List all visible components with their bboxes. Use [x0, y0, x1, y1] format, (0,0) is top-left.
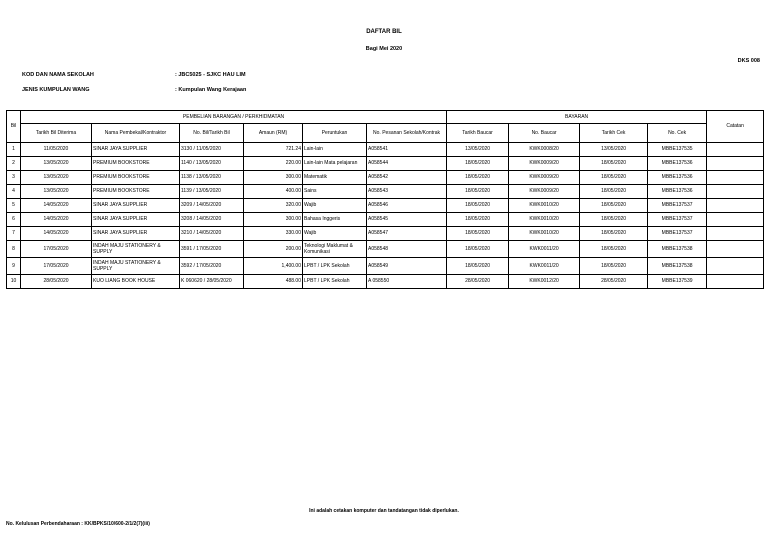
- col-header: Tarikh Bil Diterima: [21, 124, 92, 143]
- cell-cheque-number: MBBE137537: [648, 227, 707, 241]
- cell-bil: 9: [7, 258, 21, 275]
- col-header-catatan: Catatan: [707, 111, 764, 143]
- cell-voucher-date: 18/05/2020: [447, 171, 509, 185]
- cell-order-number: A058541: [367, 143, 447, 157]
- cell-voucher-number: KWK0009/20: [509, 185, 580, 199]
- cell-voucher-number: KWK0010/20: [509, 227, 580, 241]
- col-header: Amaun (RM): [244, 124, 303, 143]
- cell-cheque-date: 18/05/2020: [580, 213, 648, 227]
- cell-bil: 2: [7, 157, 21, 171]
- cell-cheque-date: 18/05/2020: [580, 157, 648, 171]
- cell-voucher-date: 28/05/2020: [447, 275, 509, 289]
- cell-amount: 488.00: [244, 275, 303, 289]
- cell-bill-number: 1138 / 13/05/2020: [180, 171, 244, 185]
- fund-label: JENIS KUMPULAN WANG: [22, 87, 90, 93]
- cell-cheque-date: 13/05/2020: [580, 143, 648, 157]
- fund-value: : Kumpulan Wang Kerajaan: [175, 87, 247, 93]
- cell-amount: 330.00: [244, 227, 303, 241]
- cell-allocation: Wajib: [303, 199, 367, 213]
- cell-cheque-number: MBBE137538: [648, 241, 707, 258]
- cell-voucher-date: 18/05/2020: [447, 227, 509, 241]
- school-value: : JBC5025 - SJKC HAU LIM: [175, 72, 246, 78]
- col-header: No. Cek: [648, 124, 707, 143]
- cell-bil: 10: [7, 275, 21, 289]
- cell-bill-received-date: 11/05/2020: [21, 143, 92, 157]
- cell-bill-received-date: 13/05/2020: [21, 157, 92, 171]
- cell-voucher-number: KWK0009/20: [509, 171, 580, 185]
- cell-bill-number: 1139 / 13/05/2020: [180, 185, 244, 199]
- cell-voucher-number: KWK0010/20: [509, 213, 580, 227]
- col-header: No. Pesanan Sekolah/Kontrak: [367, 124, 447, 143]
- cell-cheque-date: 18/05/2020: [580, 199, 648, 213]
- page-subtitle: Bagi Mei 2020: [365, 46, 403, 52]
- cell-bill-number: 3591 / 17/05/2020: [180, 241, 244, 258]
- cell-voucher-date: 18/05/2020: [447, 185, 509, 199]
- cell-amount: 320.00: [244, 199, 303, 213]
- cell-cheque-number: MBBE137535: [648, 143, 707, 157]
- cell-order-number: A058549: [367, 258, 447, 275]
- cell-bil: 5: [7, 199, 21, 213]
- table-row: [7, 157, 764, 171]
- cell-allocation: Teknologi Maklumat & Komunikasi: [303, 241, 367, 258]
- cell-cheque-date: 18/05/2020: [580, 185, 648, 199]
- cell-allocation: Wajib: [303, 227, 367, 241]
- cell-order-number: A058548: [367, 241, 447, 258]
- table-row: [7, 227, 764, 241]
- cell-supplier-name: SINAR JAYA SUPPLIER: [92, 213, 180, 227]
- table-row: [7, 275, 764, 289]
- cell-supplier-name: SINAR JAYA SUPPLIER: [92, 227, 180, 241]
- cell-remarks: [707, 275, 764, 289]
- col-header: No. Baucar: [509, 124, 580, 143]
- cell-bill-number: 3210 / 14/05/2020: [180, 227, 244, 241]
- cell-supplier-name: PREMIUM BOOKSTORE: [92, 185, 180, 199]
- cell-remarks: [707, 185, 764, 199]
- col-header: No. Bil/Tarikh Bil: [180, 124, 244, 143]
- cell-allocation: Lain-lain: [303, 143, 367, 157]
- cell-voucher-date: 13/05/2020: [447, 143, 509, 157]
- cell-allocation: LPBT / LPK Sekolah: [303, 275, 367, 289]
- cell-supplier-name: KUO LIANG BOOK HOUSE: [92, 275, 180, 289]
- cell-amount: 721.24: [244, 143, 303, 157]
- cell-voucher-number: KWK0012/20: [509, 275, 580, 289]
- cell-order-number: A 058550: [367, 275, 447, 289]
- cell-allocation: Sains: [303, 185, 367, 199]
- table-row: [7, 143, 764, 157]
- cell-order-number: A058546: [367, 199, 447, 213]
- treasury-approval: No. Kelulusan Perbendaharaan : KK/BPKS/10/600-2/1/2(7)(iii): [6, 521, 150, 527]
- cell-voucher-date: 18/05/2020: [447, 241, 509, 258]
- page-title: DAFTAR BIL: [366, 29, 402, 35]
- cell-supplier-name: PREMIUM BOOKSTORE: [92, 171, 180, 185]
- cell-supplier-name: SINAR JAYA SUPPLIER: [92, 199, 180, 213]
- table-row: [7, 199, 764, 213]
- cell-voucher-number: KWK0008/20: [509, 143, 580, 157]
- cell-supplier-name: INDAH MAJU STATIONERY & SUPPLY: [92, 241, 180, 258]
- cell-order-number: A058545: [367, 213, 447, 227]
- cell-amount: 200.00: [244, 241, 303, 258]
- table-row: [7, 213, 764, 227]
- cell-cheque-date: 18/05/2020: [580, 258, 648, 275]
- cell-remarks: [707, 213, 764, 227]
- cell-remarks: [707, 143, 764, 157]
- cell-bil: 6: [7, 213, 21, 227]
- cell-allocation: Matematik: [303, 171, 367, 185]
- cell-cheque-number: MBBE137538: [648, 258, 707, 275]
- cell-bill-received-date: 14/05/2020: [21, 227, 92, 241]
- cell-voucher-date: 18/05/2020: [447, 157, 509, 171]
- col-header: Tarikh Baucar: [447, 124, 509, 143]
- school-label: KOD DAN NAMA SEKOLAH: [22, 72, 94, 78]
- cell-supplier-name: PREMIUM BOOKSTORE: [92, 157, 180, 171]
- cell-amount: 400.00: [244, 185, 303, 199]
- cell-bill-number: K 060620 / 28/05/2020: [180, 275, 244, 289]
- cell-bill-number: 3209 / 14/05/2020: [180, 199, 244, 213]
- cell-voucher-number: KWK0009/20: [509, 157, 580, 171]
- cell-bill-received-date: 17/05/2020: [21, 241, 92, 258]
- cell-remarks: [707, 258, 764, 275]
- cell-amount: 300.00: [244, 171, 303, 185]
- cell-bill-received-date: 13/05/2020: [21, 171, 92, 185]
- cell-bill-received-date: 17/05/2020: [21, 258, 92, 275]
- cell-cheque-date: 18/05/2020: [580, 241, 648, 258]
- computer-print-note: Ini adalah cetakan komputer dan tandatangan tidak diperlukan.: [309, 508, 459, 514]
- cell-cheque-number: MBBE137536: [648, 157, 707, 171]
- cell-bil: 8: [7, 241, 21, 258]
- cell-bill-number: 1140 / 13/05/2020: [180, 157, 244, 171]
- cell-order-number: A058542: [367, 171, 447, 185]
- cell-bill-received-date: 14/05/2020: [21, 199, 92, 213]
- group-header-purchase: PEMBELIAN BARANGAN / PERKHIDMATAN: [21, 111, 447, 124]
- cell-bil: 7: [7, 227, 21, 241]
- col-header-bil: Bil: [7, 111, 21, 143]
- cell-cheque-number: MBBE137537: [648, 199, 707, 213]
- table-row: [7, 171, 764, 185]
- cell-cheque-date: 28/05/2020: [580, 275, 648, 289]
- cell-voucher-number: KWK0011/20: [509, 258, 580, 275]
- cell-cheque-number: MBBE137536: [648, 171, 707, 185]
- cell-voucher-number: KWK0010/20: [509, 199, 580, 213]
- cell-voucher-date: 18/05/2020: [447, 258, 509, 275]
- cell-order-number: A058544: [367, 157, 447, 171]
- cell-bill-received-date: 28/05/2020: [21, 275, 92, 289]
- cell-allocation: LPBT / LPK Sekolah: [303, 258, 367, 275]
- cell-amount: 220.00: [244, 157, 303, 171]
- bill-table: [6, 110, 764, 289]
- cell-amount: 1,400.00: [244, 258, 303, 275]
- table-row: [7, 258, 764, 275]
- cell-allocation: Lain-lain Mata pelajaran: [303, 157, 367, 171]
- cell-bill-received-date: 13/05/2020: [21, 185, 92, 199]
- cell-remarks: [707, 227, 764, 241]
- cell-supplier-name: INDAH MAJU STATIONERY & SUPPLY: [92, 258, 180, 275]
- cell-order-number: A058543: [367, 185, 447, 199]
- cell-voucher-date: 18/05/2020: [447, 213, 509, 227]
- cell-remarks: [707, 157, 764, 171]
- cell-allocation: Bahasa Inggeris: [303, 213, 367, 227]
- table-row: [7, 241, 764, 258]
- cell-bill-number: 3208 / 14/05/2020: [180, 213, 244, 227]
- cell-cheque-number: MBBE137536: [648, 185, 707, 199]
- col-header: Tarikh Cek: [580, 124, 648, 143]
- cell-voucher-number: KWK0011/20: [509, 241, 580, 258]
- cell-cheque-number: MBBE137537: [648, 213, 707, 227]
- col-header: Nama Pembekal/Kontraktor: [92, 124, 180, 143]
- cell-cheque-date: 18/05/2020: [580, 227, 648, 241]
- cell-remarks: [707, 241, 764, 258]
- cell-remarks: [707, 171, 764, 185]
- form-code: DKS 008: [737, 58, 760, 64]
- table-row: [7, 185, 764, 199]
- cell-bil: 3: [7, 171, 21, 185]
- cell-bil: 4: [7, 185, 21, 199]
- cell-voucher-date: 18/05/2020: [447, 199, 509, 213]
- cell-amount: 300.00: [244, 213, 303, 227]
- group-header-payment: BAYARAN: [447, 111, 707, 124]
- cell-cheque-number: MBBE137539: [648, 275, 707, 289]
- cell-cheque-date: 18/05/2020: [580, 171, 648, 185]
- cell-supplier-name: SINAR JAYA SUPPLIER: [92, 143, 180, 157]
- cell-remarks: [707, 199, 764, 213]
- cell-bill-number: 3592 / 17/05/2020: [180, 258, 244, 275]
- cell-bill-number: 3130 / 11/05/2020: [180, 143, 244, 157]
- cell-order-number: A058547: [367, 227, 447, 241]
- col-header: Peruntukan: [303, 124, 367, 143]
- cell-bil: 1: [7, 143, 21, 157]
- cell-bill-received-date: 14/05/2020: [21, 213, 92, 227]
